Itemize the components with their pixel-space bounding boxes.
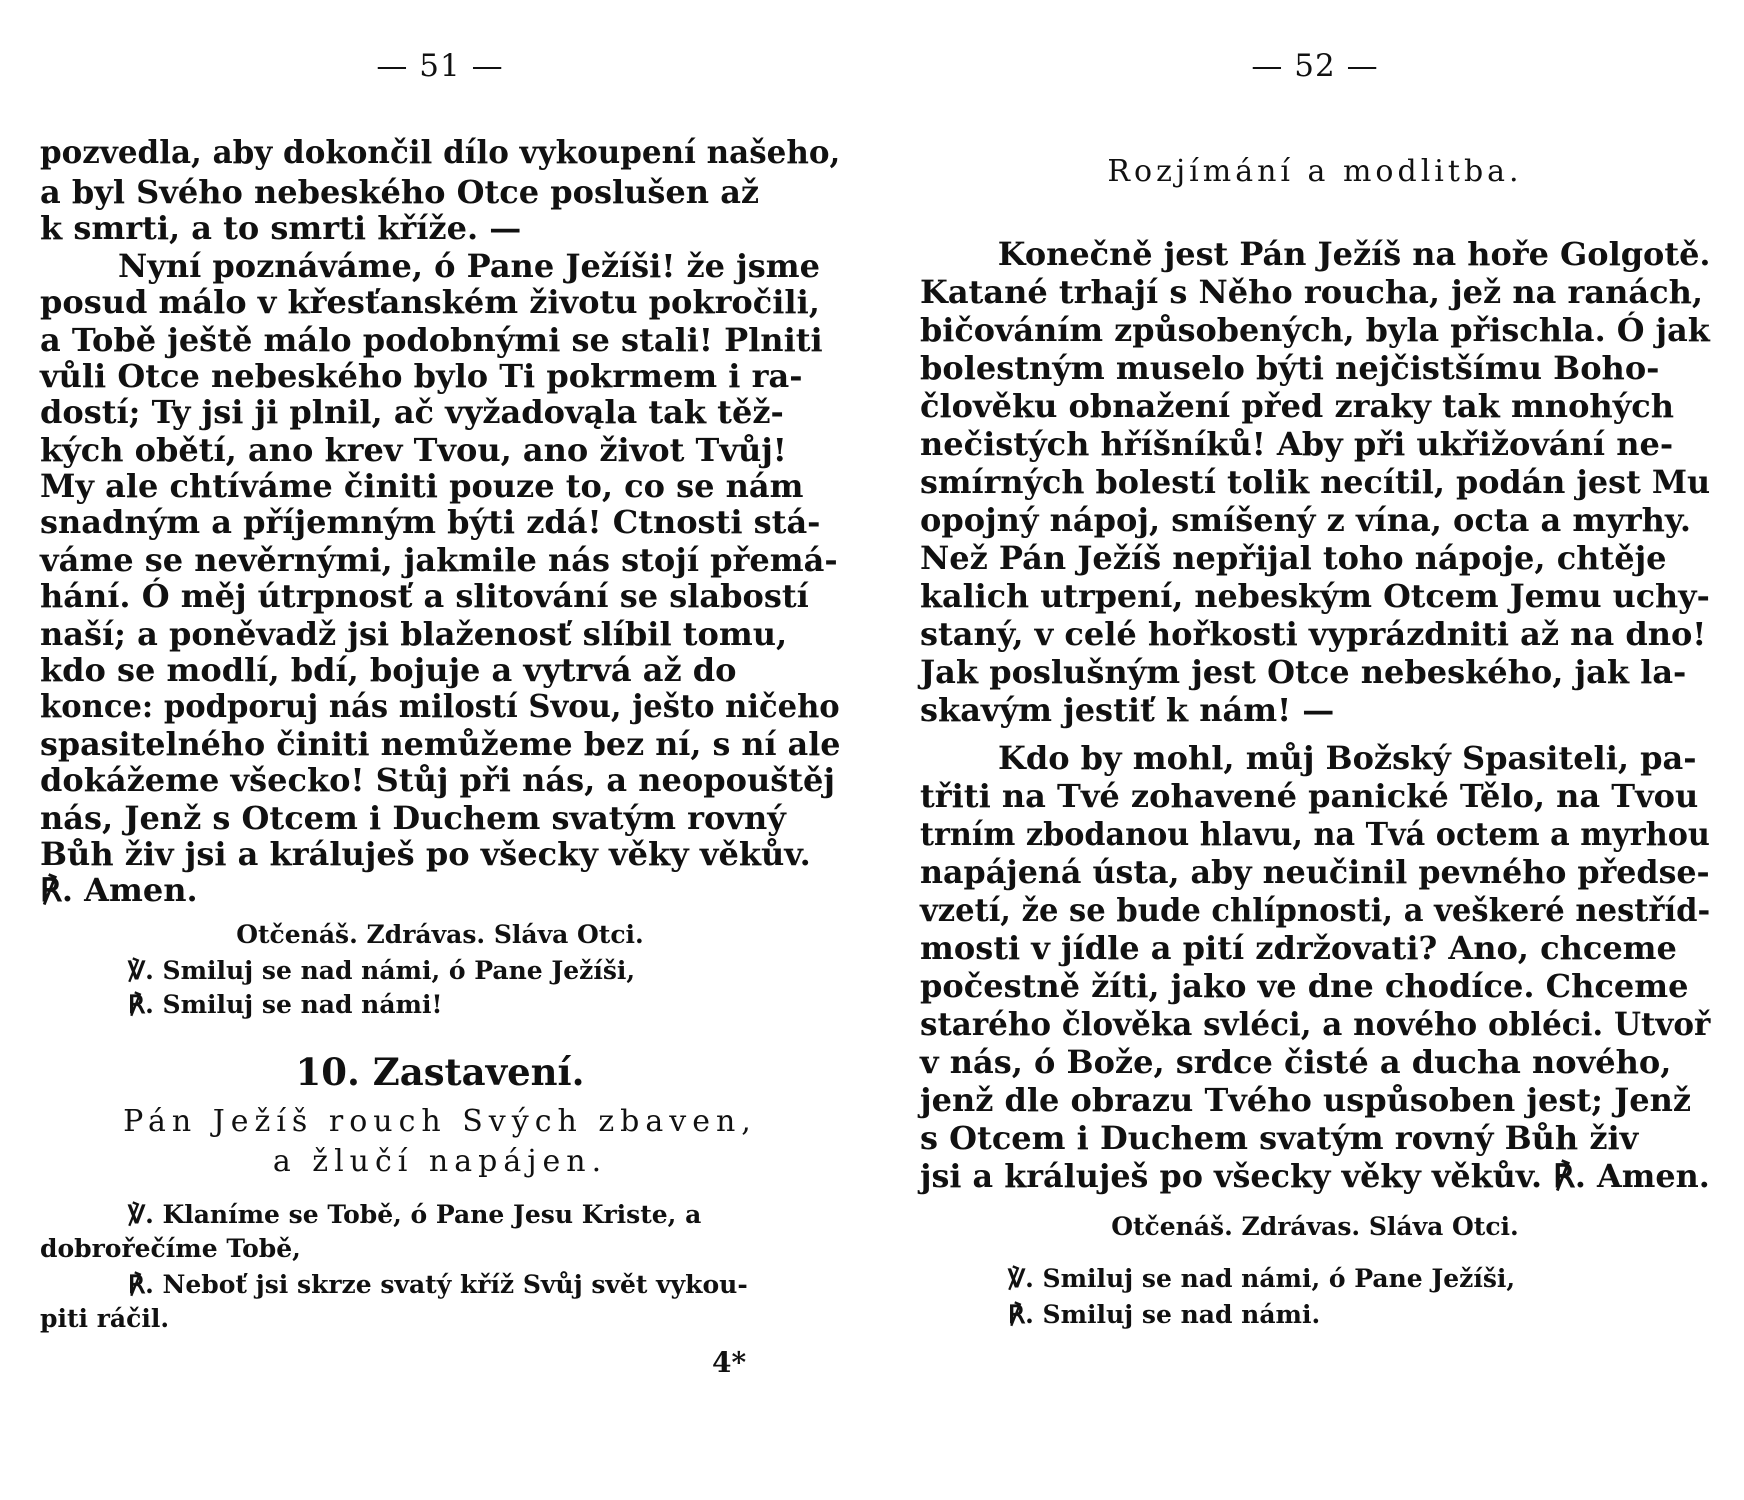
response-line: ℟. Smiluj se nad námi!: [128, 990, 443, 1019]
text-line: v nás, ó Bože, srdce čisté a ducha nového,: [920, 1043, 1672, 1081]
versicle-line: ℣. Smiluj se nad námi, ó Pane Ježíši,: [1008, 1264, 1516, 1293]
text-line: starého člověka svléci, a nového obléci. Utvoř: [920, 1005, 1711, 1043]
adoration-line: ℟. Neboť jsi skrze svatý kříž Svůj svět vykou-: [128, 1270, 748, 1299]
text-line: váme se nevěrnými, jakmile nás stojí přemá-: [40, 541, 838, 579]
text-line: vzetí, že se bude chlípnosti, a veškeré nestříd-: [920, 891, 1711, 929]
station-title-line: a žlučí napájen.: [272, 1144, 608, 1179]
text-line: Jak poslušným jest Otce nebeského, jak la-: [920, 653, 1687, 691]
station-title-line: Pán Ježíš rouch Svých zbaven,: [123, 1104, 757, 1139]
versicle-line: ℣. Smiluj se nad námi, ó Pane Ježíši,: [128, 956, 636, 985]
text-line: Katané trhají s Něho roucha, jež na ranách,: [920, 273, 1703, 311]
text-line: napájená ústa, aby neučinil pevného předse-: [920, 853, 1710, 891]
adoration-line: piti ráčil.: [40, 1304, 170, 1333]
text-line: pozvedla, aby dokončil dílo vykoupení našeho,: [40, 133, 841, 171]
text-line: Nyní poznáváme, ó Pane Ježíši! že jsme: [118, 247, 820, 285]
text-line: spasitelného činiti nemůžeme bez ní, s ní ale: [40, 725, 841, 763]
text-line: ℟. Amen.: [40, 871, 198, 909]
text-line: počestně žíti, jako ve dne chodíce. Chceme: [920, 967, 1689, 1005]
text-line: naší; a poněvadž jsi blaženosť slíbil tomu,: [40, 615, 788, 653]
text-line: Bůh živ jsi a králuješ po všecky věky věkův.: [40, 835, 811, 873]
text-line: a byl Svého nebeského Otce poslušen až: [40, 173, 760, 211]
text-line: jsi a králuješ po všecky věky věkův. ℟. Amen.: [920, 1157, 1710, 1195]
text-line: člověku obnažení před zraky tak mnohých: [920, 387, 1675, 425]
text-line: trním zbodanou hlavu, na Tvá octem a myrhou: [920, 815, 1710, 853]
text-line: skavým jestiť k nám! —: [920, 691, 1335, 729]
response-line: ℟. Smiluj se nad námi.: [1008, 1300, 1321, 1329]
prayers-line: Otčenáš. Zdrávas. Sláva Otci.: [1111, 1212, 1519, 1241]
text-line: mosti v jídle a pití zdržovati? Ano, chceme: [920, 929, 1677, 967]
text-line: k smrti, a to smrti kříže. —: [40, 209, 522, 247]
text-line: dostí; Ty jsi ji plnil, ač vyžadovąla tak těž-: [40, 393, 784, 431]
text-line: konce: podporuj nás milostí Svou, ješto ničeho: [40, 687, 840, 725]
text-line: smírných bolestí tolik necítil, podán jest Mu: [920, 463, 1711, 501]
text-line: jenž dle obrazu Tvého uspůsoben jest; Jenž: [920, 1081, 1691, 1119]
text-line: kých obětí, ano krev Tvou, ano život Tvůj!: [40, 431, 787, 469]
text-line: bičováním způsobených, byla přischla. Ó jak: [920, 311, 1710, 349]
section-title: Rozjímání a modlitba.: [1107, 154, 1523, 189]
page-number: — 51 —: [376, 48, 504, 84]
right-page: [920, 0, 1710, 1500]
text-line: snadným a příjemným býti zdá! Ctnosti stá-: [40, 503, 821, 541]
text-line: a Tobě ještě málo podobnými se stali! Plniti: [40, 321, 823, 359]
text-line: s Otcem i Duchem svatým rovný Bůh živ: [920, 1119, 1639, 1157]
text-line: opojný nápoj, smíšený z vína, octa a myrhy.: [920, 501, 1691, 539]
text-line: kdo se modlí, bdí, bojuje a vytrvá až do: [40, 651, 737, 689]
text-line: třiti na Tvé zohavené panické Tělo, na Tvou: [920, 777, 1699, 815]
text-line: bolestným muselo býti nejčistšímu Boho-: [920, 349, 1660, 387]
text-line: Konečně jest Pán Ježíš na hoře Golgotě.: [997, 235, 1711, 273]
prayers-line: Otčenáš. Zdrávas. Sláva Otci.: [236, 920, 644, 949]
left-page: [40, 0, 840, 1500]
text-line: posud málo v křesťanském životu pokročili,: [40, 283, 820, 321]
text-line: Než Pán Ježíš nepřijal toho nápoje, chtěje: [920, 539, 1667, 577]
adoration-line: ℣. Klaníme se Tobě, ó Pane Jesu Kriste, a: [128, 1200, 702, 1229]
text-line: dokážeme všecko! Stůj při nás, a neopouštěj: [40, 761, 835, 799]
text-line: staný, v celé hořkosti vyprázdniti až na dno!: [920, 615, 1707, 653]
adoration-line: dobrořečíme Tobě,: [40, 1234, 301, 1263]
text-line: My ale chtíváme činiti pouze to, co se nám: [40, 467, 804, 505]
page-number: — 52 —: [1251, 48, 1379, 84]
text-line: Kdo by mohl, můj Božský Spasiteli, pa-: [998, 739, 1697, 777]
text-line: hání. Ó měj útrpnosť a slitování se slabostí: [40, 577, 809, 615]
text-line: nečistých hříšníků! Aby při ukřižování ne-: [920, 425, 1674, 463]
station-heading: 10. Zastavení.: [295, 1050, 585, 1094]
text-line: nás, Jenž s Otcem i Duchem svatým rovný: [40, 799, 786, 837]
text-line: kalich utrpení, nebeským Otcem Jemu uchy-: [920, 577, 1710, 615]
text-line: vůli Otce nebeského bylo Ti pokrmem i ra-: [40, 357, 803, 395]
signature-mark: 4*: [712, 1346, 747, 1379]
